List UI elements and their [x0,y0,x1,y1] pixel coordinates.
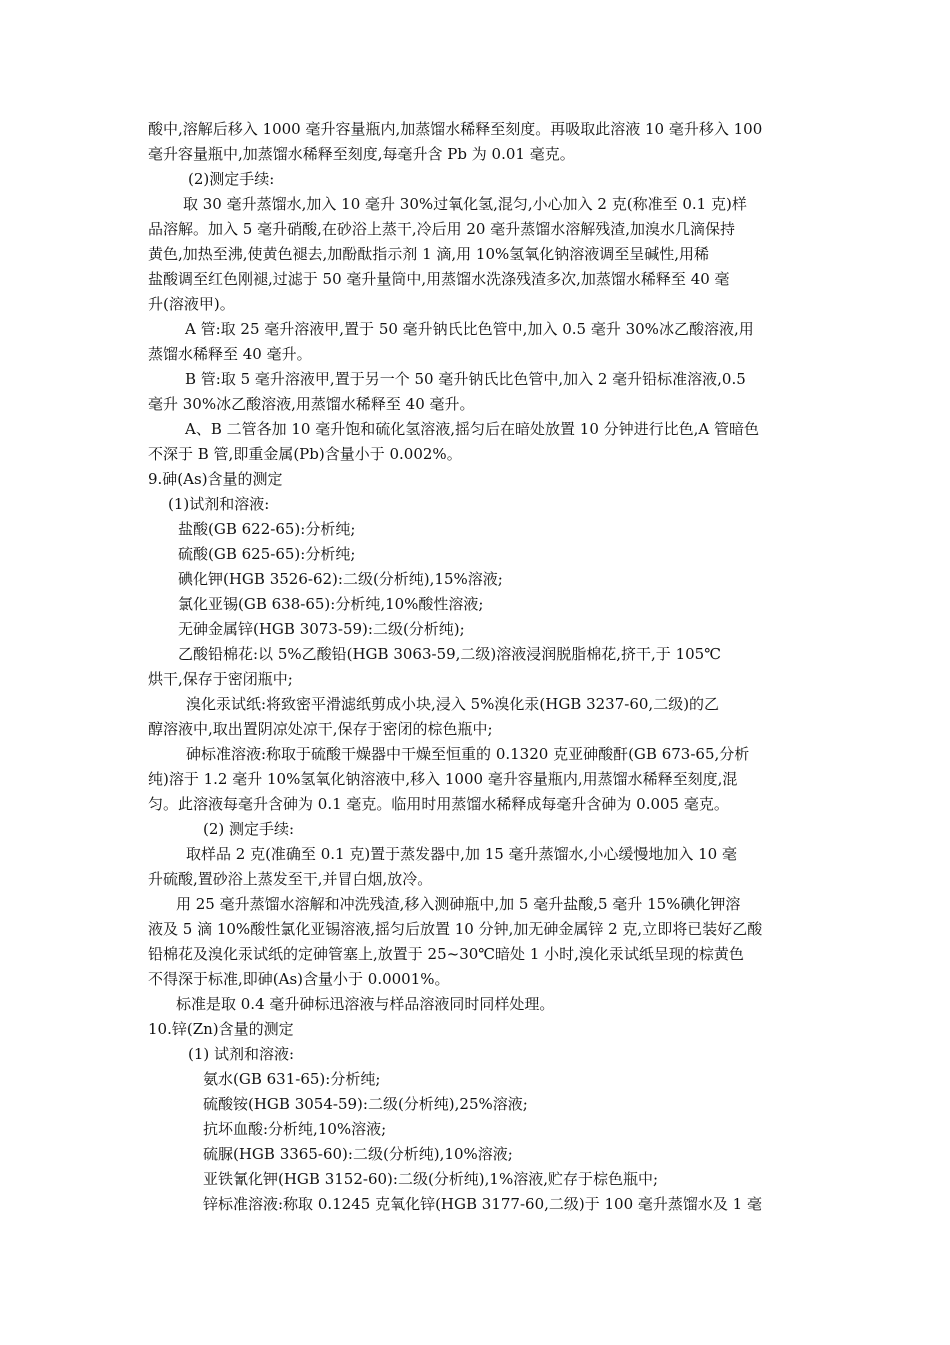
text-line: 酸中,溶解后移入 1000 毫升容量瓶内,加蒸馏水稀释至刻度。再吸取此溶液 10 毫升移入 100 [148,120,763,138]
text-line: 烘干,保存于密闭瓶中; [148,670,293,688]
text-line: 亚铁氰化钾(HGB 3152-60):二级(分析纯),1%溶液,贮存于棕色瓶中; [203,1170,659,1188]
section-heading: 9.砷(As)含量的测定 [148,470,283,488]
text-line: 取 30 毫升蒸馏水,加入 10 毫升 30%过氧化氢,混匀,小心加入 2 克(称准至 0.1 克)样 [183,195,747,213]
text-line: 硫酸铵(HGB 3054-59):二级(分析纯),25%溶液; [203,1095,528,1113]
text-line: 取样品 2 克(准确至 0.1 克)置于蒸发器中,加 15 毫升蒸馏水,小心缓慢地加入 10 毫 [186,845,737,863]
text-line: 液及 5 滴 10%酸性氯化亚锡溶液,摇匀后放置 10 分钟,加无砷金属锌 2 克,立即将已装好乙酸 [148,920,763,938]
text-line: 蒸馏水稀释至 40 毫升。 [148,345,312,363]
text-line: 碘化钾(HGB 3526-62):二级(分析纯),15%溶液; [178,570,503,588]
text-line: 纯)溶于 1.2 毫升 10%氢氧化钠溶液中,移入 1000 毫升容量瓶内,用蒸馏水稀释至刻度,混 [148,770,738,788]
subsection-heading: (2) 测定手续: [203,820,295,838]
text-line: (2)测定手续: [188,170,275,188]
text-line: 升(溶液甲)。 [148,295,235,313]
text-line: 毫升容量瓶中,加蒸馏水稀释至刻度,每毫升含 Pb 为 0.01 毫克。 [148,145,575,163]
text-line: 铅棉花及溴化汞试纸的定砷管塞上,放置于 25~30℃暗处 1 小时,溴化汞试纸呈现的棕黄色 [148,945,744,963]
text-line: 锌标准溶液:称取 0.1245 克氧化锌(HGB 3177-60,二级)于 100 毫升蒸馏水及 1 毫 [203,1195,762,1213]
text-line: 盐酸调至红色刚褪,过滤于 50 毫升量筒中,用蒸馏水洗涤残渣多次,加蒸馏水稀释至 40 毫 [148,270,730,288]
text-line: 不得深于标准,即砷(As)含量小于 0.0001%。 [148,970,450,988]
subsection-heading: (1) 试剂和溶液: [188,1045,295,1063]
text-line: 用 25 毫升蒸馏水溶解和冲洗残渣,移入测砷瓶中,加 5 毫升盐酸,5 毫升 15%碘化钾溶 [176,895,741,913]
text-line: A、B 二管各加 10 毫升饱和硫化氢溶液,摇匀后在暗处放置 10 分钟进行比色,A 管暗色 [185,420,760,438]
text-line: 醇溶液中,取出置阴凉处凉干,保存于密闭的棕色瓶中; [148,720,493,738]
text-line: 不深于 B 管,即重金属(Pb)含量小于 0.002%。 [148,445,462,463]
text-line: 毫升 30%冰乙酸溶液,用蒸馏水稀释至 40 毫升。 [148,395,475,413]
text-line: 升硫酸,置砂浴上蒸发至干,并冒白烟,放冷。 [148,870,433,888]
text-line: A 管:取 25 毫升溶液甲,置于 50 毫升钠氏比色管中,加入 0.5 毫升 30%冰乙酸溶液,用 [185,320,754,338]
text-line: 匀。此溶液每毫升含砷为 0.1 毫克。临用时用蒸馏水稀释成每毫升含砷为 0.005 毫克。 [148,795,729,813]
text-line: 氯化亚锡(GB 638-65):分析纯,10%酸性溶液; [178,595,484,613]
text-line: 标准是取 0.4 毫升砷标迅溶液与样品溶液同时同样处理。 [176,995,555,1013]
subsection-heading: (1)试剂和溶液: [168,495,270,513]
text-line: 溴化汞试纸:将致密平滑滤纸剪成小块,浸入 5%溴化汞(HGB 3237-60,二级)的乙 [186,695,720,713]
text-line: 砷标准溶液:称取于硫酸干燥器中干燥至恒重的 0.1320 克亚砷酸酐(GB 673-65,分析 [186,745,750,763]
text-line: B 管:取 5 毫升溶液甲,置于另一个 50 毫升钠氏比色管中,加入 2 毫升铅标准溶液,0.5 [185,370,746,388]
section-heading: 10.锌(Zn)含量的测定 [148,1020,294,1038]
text-line: 盐酸(GB 622-65):分析纯; [178,520,356,538]
text-line: 乙酸铅棉花:以 5%乙酸铅(HGB 3063-59,二级)溶液浸润脱脂棉花,挤干,于 105℃ [178,645,721,663]
text-line: 硫脲(HGB 3365-60):二级(分析纯),10%溶液; [203,1145,513,1163]
text-line: 品溶解。加入 5 毫升硝酸,在砂浴上蒸干,冷后用 20 毫升蒸馏水溶解残渣,加溴水几滴保持 [148,220,736,238]
text-line: 硫酸(GB 625-65):分析纯; [178,545,356,563]
text-line: 抗坏血酸:分析纯,10%溶液; [203,1120,387,1138]
text-line: 无砷金属锌(HGB 3073-59):二级(分析纯); [178,620,465,638]
text-line: 氨水(GB 631-65):分析纯; [203,1070,381,1088]
text-line: 黄色,加热至沸,使黄色褪去,加酚酞指示剂 1 滴,用 10%氢氧化钠溶液调至呈碱性,用稀 [148,245,710,263]
